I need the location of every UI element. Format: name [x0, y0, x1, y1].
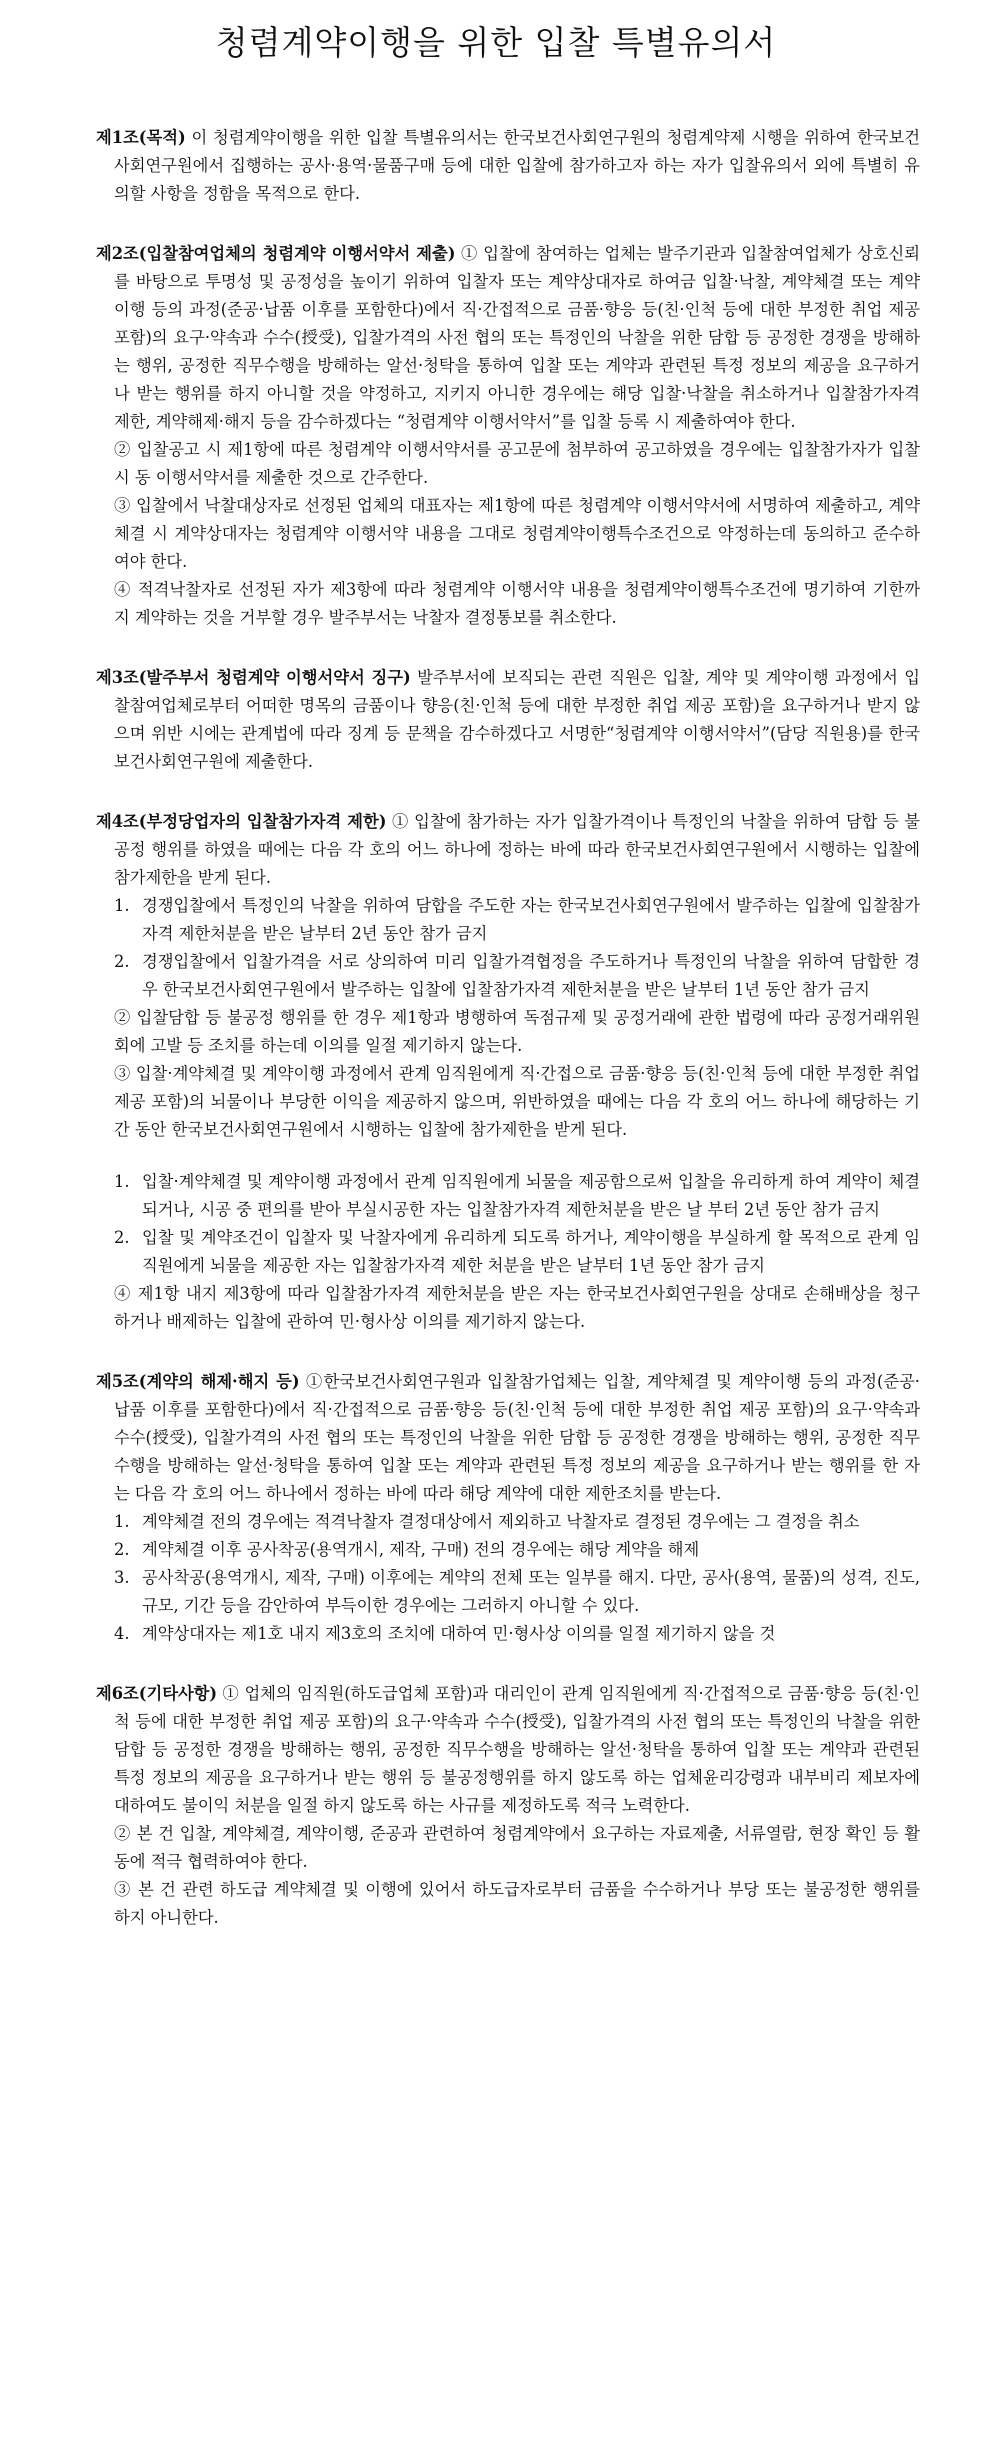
- article-4-para-4: ④ 제1항 내지 제3항에 따라 입찰참가자격 제한처분을 받은 자는 한국보건사회연구원을 상대로 손해배상을 청구하거나 배제하는 입찰에 관하여 민·형사상 이의를 제기하지 않는다.: [114, 1284, 920, 1331]
- article-1-heading: 제1조(목적): [96, 128, 186, 147]
- list-item: 3. 공사착공(용역개시, 제작, 구매) 이후에는 계약의 전체 또는 일부를 해지. 다만, 공사(용역, 물품)의 성격, 진도, 규모, 기간 등을 감안하여 부득이한 경우에는 그러하지 아니할 수 있다.: [114, 1568, 920, 1615]
- article-5: [96, 1368, 920, 1648]
- article-3-para-1: 제3조(발주부서 청렴계약 이행서약서 징구) 발주부서에 보직되는 관련 직원은 입찰, 계약 및 계약이행 과정에서 입찰참여업체로부터 어떠한 명목의 금품이나 향응(친·인척 등에 대한 부정한 취업 제공 포함)을 요구하거나 받지 않으며 위반 시에는 관계법에 따라 징계 등 문책을 감수하겠다고 서명한“청렴계약 이행서약서”(담당 직원용)를 한국보건사회연구원에 제출한다.: [96, 668, 920, 771]
- document-title: 청렴계약이행을 위한 입찰 특별유의서: [215, 23, 777, 62]
- article-3: [96, 664, 920, 776]
- article-4-para-2: ② 입찰담합 등 불공정 행위를 한 경우 제1항과 병행하여 독점규제 및 공정거래에 관한 법령에 따라 공정거래위원회에 고발 등 조치를 하는데 이의를 일절 제기하지 않는다.: [114, 1008, 920, 1055]
- article-2-para-2: ② 입찰공고 시 제1항에 따른 청렴계약 이행서약서를 공고문에 첨부하여 공고하였을 경우에는 입찰참가자가 입찰 시 동 이행서약서를 제출한 것으로 간주한다.: [114, 440, 920, 487]
- article-6: [96, 1680, 920, 1932]
- list-item: 2. 계약체결 이후 공사착공(용역개시, 제작, 구매) 전의 경우에는 해당 계약을 해제: [114, 1540, 700, 1559]
- article-1-para-1: 제1조(목적) 이 청렴계약이행을 위한 입찰 특별유의서는 한국보건사회연구원의 청렴계약제 시행을 위하여 한국보건사회연구원에서 집행하는 공사·용역·물품구매 등에 대한 입찰에 참가하고자 하는 자가 입찰유의서 외에 특별히 유의할 사항을 정함을 목적으로 한다.: [96, 128, 920, 203]
- article-4: [96, 808, 920, 1336]
- article-6-para-3: ③ 본 건 관련 하도급 계약체결 및 이행에 있어서 하도급자로부터 금품을 수수하거나 부당 또는 불공정한 행위를 하지 아니한다.: [114, 1880, 920, 1927]
- article-4-para-1: 제4조(부정당업자의 입찰참가자격 제한) ① 입찰에 참가하는 자가 입찰가격이나 특정인의 낙찰을 위하여 담합 등 불공정 행위를 하였을 때에는 다음 각 호의 어느 하나에 정하는 바에 따라 한국보건사회연구원에서 시행하는 입찰에 참가제한을 받게 된다.: [96, 812, 920, 887]
- article-6-para-2: ② 본 건 입찰, 계약체결, 계약이행, 준공과 관련하여 청렴계약에서 요구하는 자료제출, 서류열람, 현장 확인 등 활동에 적극 협력하여야 한다.: [114, 1824, 920, 1871]
- article-2: [96, 240, 920, 632]
- article-2-para-1: 제2조(입찰참여업체의 청렴계약 이행서약서 제출) ① 입찰에 참여하는 업체는 발주기관과 입찰참여업체가 상호신뢰를 바탕으로 투명성 및 공정성을 높이기 위하여 입찰자 또는 계약상대자로 하여금 입찰·낙찰, 계약체결 또는 계약이행 등의 과정(준공·납품 이후를 포함한다)에서 직·간접적으로 금품·향응 등(친·인척 등에 대한 부정한 취업 제공 포함)의 요구·약속과 수수(授受), 입찰가격의 사전 협의 또는 특정인의 낙찰을 위한 담합 등 공정한 경쟁을 방해하는 행위, 공정한 직무수행을 방해하는 알선·청탁을 통하여 입찰 또는 계약과 관련된 특정 정보의 제공을 요구하거나 받는 행위를 하지 아니할 것을 약정하고, 지키지 아니한 경우에는 해당 입찰·낙찰을 취소하거나 입찰참가자격 제한, 계약해제·해지 등을 감수하겠다는 “청렴계약 이행서약서”를 입찰 등록 시 제출하여야 한다.: [96, 244, 920, 431]
- article-1: [96, 124, 920, 208]
- spacer: [96, 1144, 920, 1168]
- article-5-para-1: 제5조(계약의 해제·해지 등) ①한국보건사회연구원과 입찰참가업체는 입찰, 계약체결 및 계약이행 등의 과정(준공·납품 이후를 포함한다)에서 직·간접적으로 금품·향응 등(친·인척 등에 대한 부정한 취업 제공 포함)의 요구·약속과 수수(授受), 입찰가격의 사전 협의 또는 특정인의 낙찰을 위한 담합 등 공정한 경쟁을 방해하는 행위, 공정한 직무수행을 방해하는 알선·청탁을 통하여 입찰 또는 계약과 관련된 특정 정보의 제공을 요구하거나 받는 행위를 한 자는 다음 각 호의 어느 하나에서 정하는 바에 따라 해당 계약에 대한 제한조치를 받는다.: [96, 1372, 920, 1503]
- list-item: 2. 입찰 및 계약조건이 입찰자 및 낙찰자에게 유리하게 되도록 하거나, 계약이행을 부실하게 할 목적으로 관계 임직원에게 뇌물을 제공한 자는 입찰참가자격 제한 처분을 받은 날부터 1년 동안 참가 금지: [114, 1228, 920, 1275]
- article-6-para-1: 제6조(기타사항) ① 업체의 임직원(하도급업체 포함)과 대리인이 관계 임직원에게 직·간접적으로 금품·향응 등(친·인척 등에 대한 부정한 취업 제공 포함)의 요구·약속과 수수(授受), 입찰가격의 사전 협의 또는 특정인의 낙찰을 위한 담합 등 공정한 경쟁을 방해하는 행위, 공정한 직무수행을 방해하는 알선·청탁을 통하여 입찰 또는 계약과 관련된 특정 정보의 제공을 요구하거나 받는 행위 등 불공정행위를 하지 않도록 하는 업체윤리강령과 내부비리 제보자에 대하여도 불이익 처분을 일절 하지 않도록 하는 사규를 제정하도록 적극 노력한다.: [96, 1684, 920, 1815]
- list-item: 1. 계약체결 전의 경우에는 적격낙찰자 결정대상에서 제외하고 낙찰자로 결정된 경우에는 그 결정을 취소: [114, 1512, 860, 1531]
- article-5-heading: 제5조(계약의 해제·해지 등): [96, 1372, 300, 1391]
- article-2-heading: 제2조(입찰참여업체의 청렴계약 이행서약서 제출): [96, 244, 456, 263]
- list-item: 1. 입찰·계약체결 및 계약이행 과정에서 관계 임직원에게 뇌물을 제공함으로써 입찰을 유리하게 하여 계약이 체결되거나, 시공 중 편의를 받아 부실시공한 자는 입찰참가자격 제한처분을 받은 날 부터 2년 동안 참가 금지: [114, 1172, 920, 1219]
- article-4-heading: 제4조(부정당업자의 입찰참가자격 제한): [96, 812, 387, 831]
- article-2-para-4: ④ 적격낙찰자로 선정된 자가 제3항에 따라 청렴계약 이행서약 내용을 청렴계약이행특수조건에 명기하여 기한까지 계약하는 것을 거부할 경우 발주부서는 낙찰자 결정통보를 취소한다.: [114, 580, 920, 627]
- article-3-heading: 제3조(발주부서 청렴계약 이행서약서 징구): [96, 668, 411, 687]
- list-item: 4. 계약상대자는 제1호 내지 제3호의 조치에 대하여 민·형사상 이의를 일절 제기하지 않을 것: [114, 1624, 776, 1643]
- article-2-para-3: ③ 입찰에서 낙찰대상자로 선정된 업체의 대표자는 제1항에 따른 청렴계약 이행서약서에 서명하여 제출하고, 계약체결 시 계약상대자는 청렴계약 이행서약 내용을 그대로 청렴계약이행특수조건으로 약정하는데 동의하고 준수하여야 한다.: [114, 496, 920, 571]
- list-item: 2. 경쟁입찰에서 입찰가격을 서로 상의하여 미리 입찰가격협정을 주도하거나 특정인의 낙찰을 위하여 담합한 경우 한국보건사회연구원에서 발주하는 입찰에 입찰참가자격 제한처분을 받은 날부터 1년 동안 참가 금지: [114, 952, 920, 999]
- article-6-heading: 제6조(기타사항): [96, 1684, 218, 1703]
- article-4-para-3: ③ 입찰·계약체결 및 계약이행 과정에서 관계 임직원에게 직·간접으로 금품·향응 등(친·인척 등에 대한 부정한 취업 제공 포함)의 뇌물이나 부당한 이익을 제공하지 않으며, 위반하였을 때에는 다음 각 호의 어느 하나에 해당하는 기간 동안 한국보건사회연구원에서 시행하는 입찰에 참가제한을 받게 된다.: [114, 1064, 920, 1139]
- list-item: 1. 경쟁입찰에서 특정인의 낙찰을 위하여 담합을 주도한 자는 한국보건사회연구원에서 발주하는 입찰에 입찰참가자격 제한처분을 받은 날부터 2년 동안 참가 금지: [114, 896, 920, 943]
